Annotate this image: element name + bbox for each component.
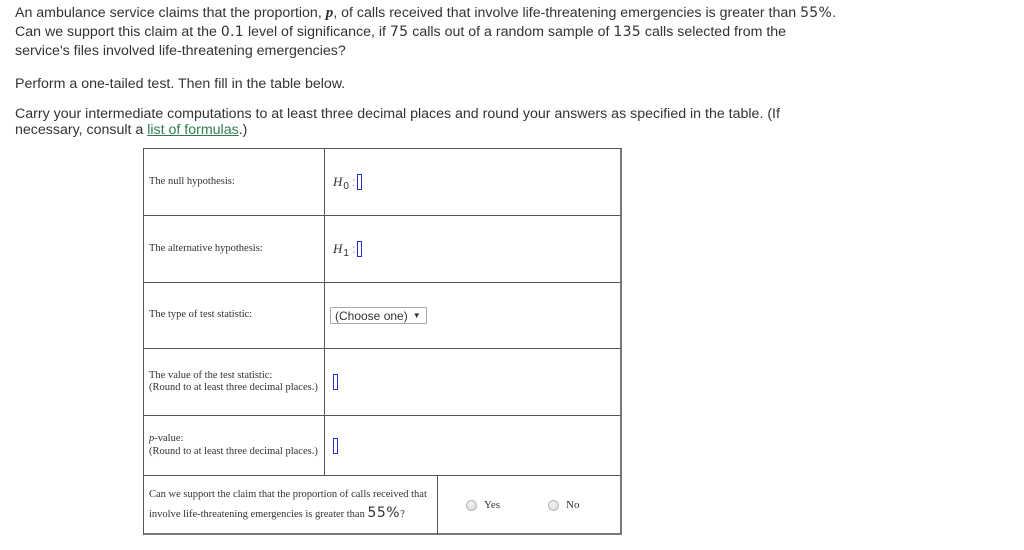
yes-option[interactable] <box>466 499 500 511</box>
problem-line2-mid2: calls out of a random sample of <box>408 24 614 40</box>
h0-letter: H <box>333 174 343 189</box>
p-value-label-rest: -value: <box>154 433 184 444</box>
p-symbol: p <box>325 5 334 21</box>
no-label: No <box>566 499 580 511</box>
carry-line1: Carry your intermediate computations to at least three decimal places and round your answers as specified in the table. (If <box>15 106 780 122</box>
row-p-value <box>144 415 620 475</box>
yes-label: Yes <box>484 499 501 511</box>
problem-line1-end: . <box>832 5 837 21</box>
p-value-label <box>144 416 325 475</box>
row-null-hypothesis <box>144 149 620 215</box>
claim-percent: 55% <box>800 5 833 21</box>
problem-line2-end: calls selected from the <box>640 24 787 40</box>
p-value-note-line: (Round to at least three decimal places.) <box>149 445 318 457</box>
carry-instruction <box>15 106 780 138</box>
h1-letter: H <box>333 241 343 256</box>
list-of-formulas-link[interactable]: list of formulas <box>147 122 239 138</box>
successes-count: 75 <box>389 24 409 40</box>
h1-subscript: 1 <box>343 247 349 259</box>
value-label-line: The value of the test statistic: <box>149 369 273 381</box>
problem-line2-mid: level of significance, if <box>244 24 390 40</box>
select-value: (Choose one) <box>335 308 408 323</box>
question-percent: 55% <box>367 505 401 521</box>
yes-radio[interactable] <box>466 500 477 511</box>
test-statistic-value-cell <box>325 349 620 415</box>
no-radio[interactable] <box>548 500 559 511</box>
problem-line1-pre: An ambulance service claims that the proportion, <box>15 5 326 21</box>
row-alternative-hypothesis <box>144 215 620 282</box>
null-hypothesis-cell <box>325 149 620 215</box>
problem-text <box>15 4 836 61</box>
value-note-line: (Round to at least three decimal places.) <box>149 382 318 393</box>
h0-colon: : <box>351 175 356 189</box>
p-italic: p <box>149 433 155 444</box>
test-statistic-value-label <box>144 349 325 415</box>
row-conclusion <box>144 475 620 534</box>
p-value-cell <box>325 416 620 475</box>
carry-line2-pre: necessary, consult a <box>15 122 148 138</box>
question-line2-pre: involve life-threatening emergencies is greater than <box>149 509 368 520</box>
test-statistic-value-text <box>149 370 318 395</box>
sample-size: 135 <box>613 24 641 40</box>
row-test-statistic-type <box>144 282 620 348</box>
row-test-statistic-value <box>144 348 620 415</box>
h1-colon: : <box>351 242 356 256</box>
problem-line2-pre: Can we support this claim at the <box>15 24 221 40</box>
h0-subscript: 0 <box>343 180 349 192</box>
no-option[interactable] <box>548 499 579 511</box>
h1-symbol <box>333 241 349 257</box>
alternative-hypothesis-cell <box>325 216 620 282</box>
null-hypothesis-label: The null hypothesis: <box>144 149 325 215</box>
perform-instruction: Perform a one-tailed test. Then fill in the table below. <box>15 76 346 92</box>
alternative-hypothesis-input[interactable] <box>357 241 362 257</box>
test-statistic-value-input[interactable] <box>333 374 338 390</box>
question-line1: Can we support the claim that the proportion of calls received that <box>149 489 427 500</box>
test-statistic-type-cell <box>325 283 620 348</box>
h0-symbol <box>333 174 349 190</box>
problem-line3: service's files involved life-threatening emergencies? <box>15 43 346 59</box>
carry-line2-end: .) <box>238 122 248 138</box>
p-value-input[interactable] <box>333 438 338 454</box>
p-value-text <box>149 433 318 458</box>
answer-table <box>143 148 622 535</box>
null-hypothesis-input[interactable] <box>357 174 362 190</box>
conclusion-question <box>144 476 438 534</box>
significance-level: 0.1 <box>220 24 244 40</box>
alternative-hypothesis-label: The alternative hypothesis: <box>144 216 325 282</box>
question-end: ? <box>400 509 405 520</box>
dropdown-arrow-icon: ▼ <box>412 311 421 320</box>
test-statistic-type-select[interactable] <box>330 307 427 324</box>
test-statistic-type-label: The type of test statistic: <box>144 283 325 348</box>
problem-line1-mid: , of calls received that involve life-threatening emergencies is greater than <box>333 5 801 21</box>
